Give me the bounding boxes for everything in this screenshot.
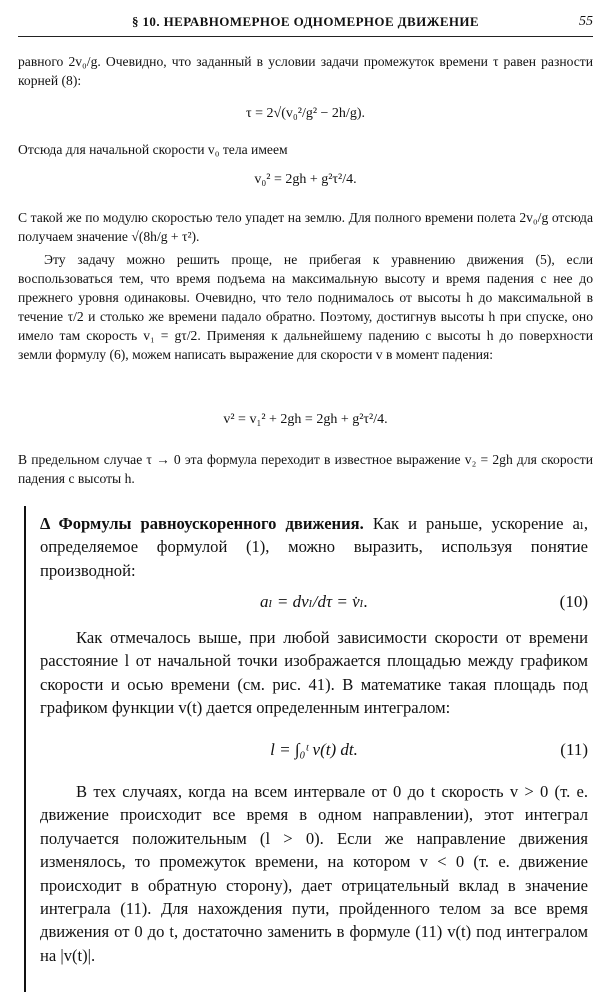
paragraph-initial-speed: Отсюда для начальной скорости v₀ тела имеем xyxy=(18,142,288,157)
page-number: 55 xyxy=(579,14,593,29)
equation-v-squared: v² = v₁² + 2gh = 2gh + g²τ²/4. xyxy=(223,412,388,427)
paragraph-simpler-solution: Эту задачу можно решить проще, не прибегая к уравнению движения (5), если воспользоваться тем, что время подъема на максимальную высоту и время падения с нее до прежнего уровня одинаковы. Очевидно, что тело поднималось от высоты h до максимальной в течение τ/2 и столько же времени падало обратно. Поэтому, достигнув высоты h при спуске, оно имело там скорость v₁ = gτ/2. Применяя к дальнейшему падению с высоты h до поверхности земли формулу (6), можем написать выражение для скорости v в момент падения: xyxy=(18,252,593,362)
equation-number-11: (11) xyxy=(560,740,588,759)
equation-tau: τ = 2√(v₀²/g² − 2h/g). xyxy=(246,106,365,121)
running-header xyxy=(18,14,593,37)
equation-number-10: (10) xyxy=(559,592,588,611)
equation-11: l = ∫₀ᵗ v(t) dt. (11) xyxy=(40,738,588,761)
paragraph-area-integral: Как отмечалось выше, при любой зависимости скорости от времени расстояние l от начальной точки изображается площадью между графиком скорости и осью времени (см. рис. 41). В математике такая площадь под графиком функции v(t) дается определенным интегралом: xyxy=(40,628,588,718)
paragraph-intro: равного 2v₀/g. Очевидно, что заданный в условии задачи промежуток времени τ равен разности корней (8): xyxy=(18,54,593,88)
paragraph-uniform-acceleration: Δ Формулы равноускоренного движения. Как и раньше, ускорение aₗ, определяемое формулой (1), можно выразить, используя понятие производной: xyxy=(40,514,588,580)
paragraph-sign-of-integral: В тех случаях, когда на всем интервале от 0 до t скорость v > 0 (т. е. движение происходит все время в одном направлении), этот интеграл получается положительным (l > 0). Если же направление движения изменялось, то промежуток времени, на котором v < 0 (т. е. движение происходит в обратную сторону), дает отрицательный вклад в значение интеграла (11). Для нахождения пути, пройденного телом за все время движения от 0 до t, достаточно заменить в формуле (11) v(t) под интегралом на |v(t)|. xyxy=(40,782,588,965)
section-title: § 10. НЕРАВНОМЕРНОЕ ОДНОМЕРНОЕ ДВИЖЕНИЕ xyxy=(131,14,480,29)
equation-10: aₗ = dvₗ/dτ = v̇ₗ. (10) xyxy=(40,590,588,613)
paragraph-limit-case: В предельном случае τ → 0 эта формула переходит в известное выражение v₂ = 2gh для скорости падения с высоты h. xyxy=(18,452,593,486)
paragraph-full-time: С такой же по модулю скоростью тело упадет на землю. Для полного времени полета 2v₀/g отсюда получаем значение √(8h/g + τ²). xyxy=(18,210,593,244)
equation-v0-squared: v₀² = 2gh + g²τ²/4. xyxy=(254,172,357,187)
section-heading: Δ Формулы равноускоренного движения. xyxy=(40,514,364,533)
boxed-section xyxy=(24,506,595,992)
